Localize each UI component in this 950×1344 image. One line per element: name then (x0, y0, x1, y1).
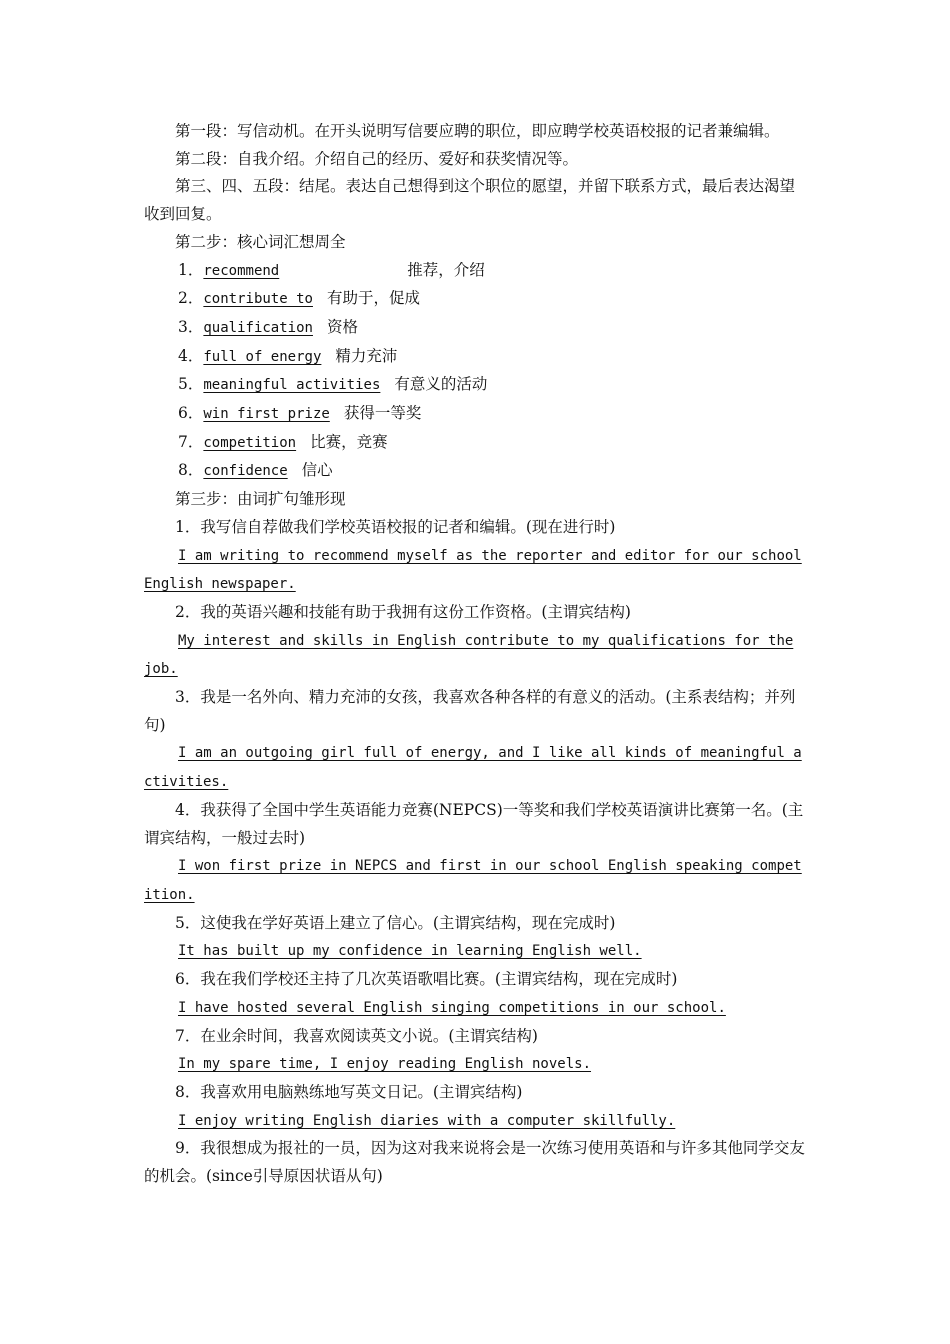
sentence-prompt: 5．这使我在学好英语上建立了信心。(主谓宾结构，现在完成时) (175, 913, 616, 932)
vocab-item: 4．full of energy 精力充沛 (178, 346, 398, 365)
vocab-item: 5．meaningful activities 有意义的活动 (178, 375, 488, 394)
vocab-item: 1．recommend 推荐，介绍 (178, 260, 485, 279)
sentence-answer: I am writing to recommend myself as the reporter and editor for our school English newspaper. (144, 547, 802, 593)
sentence-prompt: 1．我写信自荐做我们学校英语校报的记者和编辑。(现在进行时) (175, 517, 616, 536)
sentence-prompt: 8．我喜欢用电脑熟练地写英文日记。(主谓宾结构) (175, 1082, 523, 1101)
vocab-item: 2．contribute to 有助于，促成 (178, 289, 420, 308)
vocab-zh: 精力充沛 (335, 346, 398, 365)
outline-para-3: 第三、四、五段：结尾。表达自己想得到这个职位的愿望，并留下联系方式，最后表达渴望收到回复。 (144, 177, 796, 224)
sentence-prompt: 3．我是一名外向、精力充沛的女孩，我喜欢各种各样的有意义的活动。(主系表结构；并列句) (144, 688, 796, 734)
vocab-list (144, 257, 806, 487)
sentence-answer: I am an outgoing girl full of energy, and I like all kinds of meaningful activities. (144, 745, 802, 791)
sentence-answer: In my spare time, I enjoy reading English novels. (178, 1056, 592, 1073)
vocab-en: meaningful activities (203, 377, 381, 394)
sentence-answer: I have hosted several English singing competitions in our school. (178, 999, 726, 1016)
sentence-prompt: 4．我获得了全国中学生英语能力竞赛(NEPCS)一等奖和我们学校英语演讲比赛第一名。(主谓宾结构，一般过去时) (144, 800, 804, 847)
vocab-item: 8．confidence 信心 (178, 461, 333, 480)
vocab-en: qualification (203, 319, 313, 336)
vocab-en: full of energy (203, 348, 322, 365)
sentence-list (144, 514, 806, 1191)
document-page (144, 118, 806, 1191)
vocab-en: win first prize (203, 406, 330, 423)
sentence-prompt: 2．我的英语兴趣和技能有助于我拥有这份工作资格。(主谓宾结构) (175, 602, 631, 621)
sentence-answer: I enjoy writing English diaries with a computer skillfully. (178, 1112, 676, 1129)
vocab-item: 3．qualification 资格 (178, 317, 358, 336)
sentence-prompt: 9．我很想成为报社的一员，因为这对我来说将会是一次练习使用英语和与许多其他同学交友的机会。(since引导原因状语从句) (144, 1139, 805, 1186)
vocab-zh: 比赛，竞赛 (310, 432, 388, 451)
vocab-zh: 资格 (326, 317, 358, 336)
vocab-zh: 获得一等奖 (343, 404, 422, 423)
sentence-answer: I won first prize in NEPCS and first in our school English speaking competition. (144, 858, 802, 903)
vocab-zh: 信心 (301, 461, 333, 480)
vocab-item: 7．competition 比赛，竞赛 (178, 432, 388, 451)
outline-para-1: 第一段：写信动机。在开头说明写信要应聘的职位，即应聘学校英语校报的记者兼编辑。 (175, 122, 780, 140)
vocab-en: competition (203, 434, 297, 451)
step2-heading: 第二步：核心词汇想周全 (175, 232, 346, 251)
sentence-prompt: 7．在业余时间，我喜欢阅读英文小说。(主谓宾结构) (175, 1026, 538, 1045)
vocab-zh: 有意义的活动 (394, 375, 488, 394)
outline-para-2: 第二段：自我介绍。介绍自己的经历、爱好和获奖情况等。 (175, 149, 579, 168)
sentence-answer: My interest and skills in English contribute to my qualifications for the job. (144, 632, 794, 678)
vocab-zh: 有助于，促成 (326, 289, 420, 308)
vocab-en: recommend (203, 262, 280, 279)
vocab-en: contribute to (203, 291, 313, 308)
vocab-zh: 推荐，介绍 (407, 260, 485, 279)
sentence-answer: It has built up my confidence in learning English well. (178, 943, 642, 960)
vocab-item: 6．win first prize 获得一等奖 (178, 404, 422, 423)
vocab-en: confidence (203, 463, 288, 480)
sentence-prompt: 6．我在我们学校还主持了几次英语歌唱比赛。(主谓宾结构，现在完成时) (175, 970, 678, 989)
step3-heading: 第三步：由词扩句雏形现 (175, 490, 346, 509)
